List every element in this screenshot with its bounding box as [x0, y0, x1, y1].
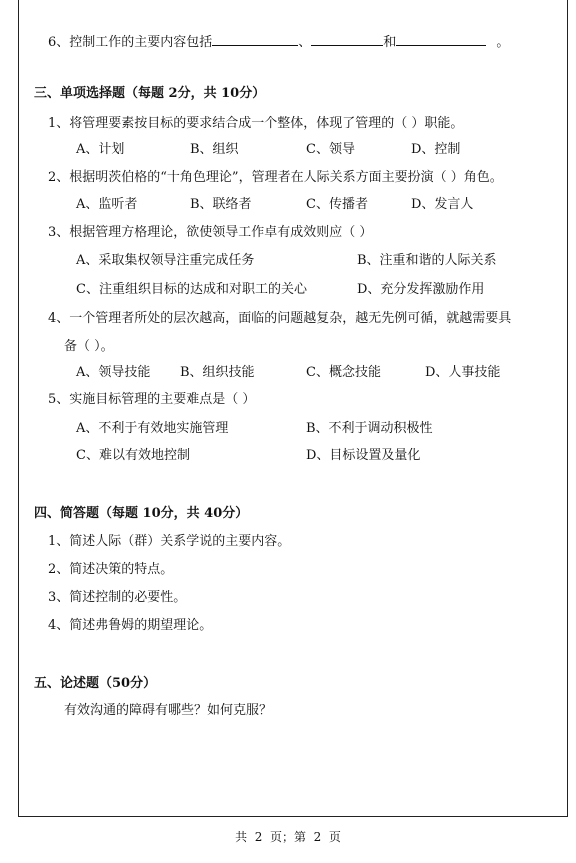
mc-q5-option-c: C、难以有效地控制 — [76, 448, 190, 463]
section-4-title: 四、简答题（每题 10分，共 40分） — [34, 506, 249, 521]
question-6-sep1: 、 — [298, 35, 312, 50]
mc-question-5-stem: 5、实施目标管理的主要难点是（ ） — [48, 392, 256, 407]
mc-question-4-stem-line1: 4、一个管理者所处的层次越高，面临的问题越复杂，越无先例可循，就越需要具 — [48, 311, 512, 326]
fill-in-question-6 — [48, 33, 509, 51]
mc-q2-option-d: D、发言人 — [411, 197, 474, 212]
answer-blank-2[interactable] — [311, 33, 383, 46]
short-answer-1: 1、简述人际（群）关系学说的主要内容。 — [48, 534, 291, 549]
short-answer-3: 3、简述控制的必要性。 — [48, 590, 187, 605]
section-5-title: 五、论述题（50分） — [34, 676, 157, 691]
mc-q3-option-b: B、注重和谐的人际关系 — [357, 253, 497, 268]
section-3-title: 三、单项选择题（每题 2分，共 10分） — [34, 86, 266, 101]
question-6-sep2: 和 — [383, 35, 397, 50]
mc-q1-option-a: A、计划 — [76, 142, 125, 157]
mc-q3-option-d: D、充分发挥激励作用 — [357, 282, 485, 297]
mc-q3-option-a: A、采取集权领导注重完成任务 — [76, 253, 255, 268]
question-6-prefix: 6、控制工作的主要内容包括 — [48, 35, 213, 50]
mc-q4-option-a: A、领导技能 — [76, 365, 151, 380]
short-answer-4: 4、简述弗鲁姆的期望理论。 — [48, 618, 213, 633]
mc-q2-option-b: B、联络者 — [190, 197, 252, 212]
short-answer-2: 2、简述决策的特点。 — [48, 562, 174, 577]
mc-question-2-stem: 2、根据明茨伯格的“十角色理论”，管理者在人际关系方面主要扮演（ ）角色。 — [48, 170, 503, 185]
page-footer: 共 2 页；第 2 页 — [235, 830, 341, 844]
mc-q5-option-b: B、不利于调动积极性 — [306, 421, 433, 436]
mc-q4-option-c: C、概念技能 — [306, 365, 381, 380]
mc-question-4-stem-line2: 备（ ）。 — [64, 339, 114, 354]
mc-question-1-stem: 1、将管理要素按目标的要求结合成一个整体，体现了管理的（ ）职能。 — [48, 116, 464, 131]
mc-question-3-stem: 3、根据管理方格理论，欲使领导工作卓有成效则应（ ） — [48, 225, 373, 240]
mc-q4-option-d: D、人事技能 — [425, 365, 501, 380]
essay-question: 有效沟通的障碍有哪些？如何克服？ — [64, 703, 273, 718]
mc-q5-option-d: D、目标设置及量化 — [306, 448, 421, 463]
mc-q1-option-c: C、领导 — [306, 142, 355, 157]
mc-q4-option-b: B、组织技能 — [180, 365, 255, 380]
question-6-end: 。 — [496, 35, 510, 50]
mc-q5-option-a: A、不利于有效地实施管理 — [76, 421, 229, 436]
mc-q2-option-c: C、传播者 — [306, 197, 368, 212]
answer-blank-1[interactable] — [212, 33, 298, 46]
mc-q3-option-c: C、注重组织目标的达成和对职工的关心 — [76, 282, 307, 297]
mc-q2-option-a: A、监听者 — [76, 197, 138, 212]
mc-q1-option-b: B、组织 — [190, 142, 239, 157]
answer-blank-3[interactable] — [396, 33, 486, 46]
mc-q1-option-d: D、控制 — [411, 142, 461, 157]
